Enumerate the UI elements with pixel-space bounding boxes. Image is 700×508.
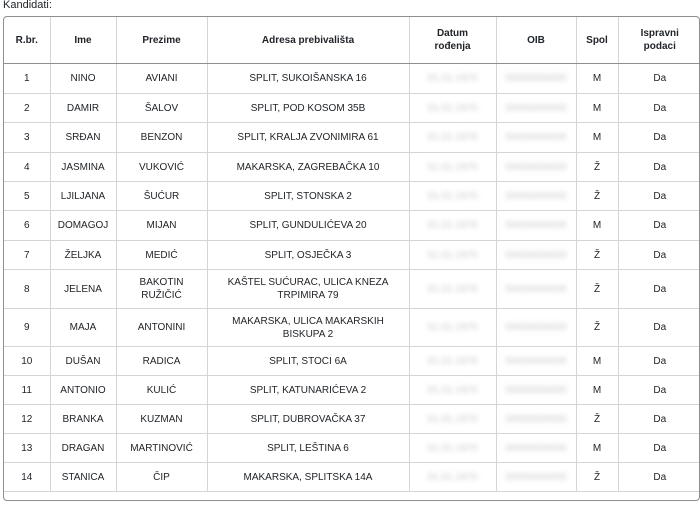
cell-rbr: 8 — [4, 270, 50, 309]
cell-prezime: ANTONINI — [116, 309, 207, 347]
cell-datum: 01.01.1970 — [409, 463, 496, 492]
header-oib: OIB — [496, 17, 576, 64]
cell-ispravni: Da — [618, 270, 700, 309]
cell-ime: JELENA — [50, 270, 116, 309]
cell-datum: 01.01.1970 — [409, 123, 496, 153]
cell-spol: Ž — [576, 241, 618, 270]
cell-prezime: MEDIĆ — [116, 241, 207, 270]
cell-ispravni: Da — [618, 463, 700, 492]
cell-datum: 01.01.1970 — [409, 376, 496, 405]
cell-adresa: MAKARSKA, ZAGREBAČKA 10 — [207, 153, 409, 182]
cell-ime: STANICA — [50, 463, 116, 492]
cell-spol: Ž — [576, 270, 618, 309]
cell-adresa: SPLIT, POD KOSOM 35B — [207, 94, 409, 123]
cell-datum: 01.01.1970 — [409, 241, 496, 270]
cell-prezime: MIJAN — [116, 211, 207, 241]
cell-ime: NINO — [50, 64, 116, 94]
cell-prezime: RADICA — [116, 347, 207, 376]
cell-spol: Ž — [576, 309, 618, 347]
cell-datum: 01.01.1970 — [409, 182, 496, 211]
cell-oib: 00000000000 — [496, 64, 576, 94]
cell-spol: Ž — [576, 182, 618, 211]
cell-ispravni: Da — [618, 376, 700, 405]
cell-ispravni: Da — [618, 241, 700, 270]
cell-oib: 00000000000 — [496, 376, 576, 405]
cell-prezime: KUZMAN — [116, 405, 207, 434]
cell-adresa: SPLIT, OSJEČKA 3 — [207, 241, 409, 270]
cell-ime: ŽELJKA — [50, 241, 116, 270]
cell-rbr: 12 — [4, 405, 50, 434]
candidates-table — [3, 16, 700, 501]
cell-ime: DOMAGOJ — [50, 211, 116, 241]
cell-spol: M — [576, 376, 618, 405]
cell-ispravni: Da — [618, 94, 700, 123]
cell-rbr: 14 — [4, 463, 50, 492]
cell-datum: 01.01.1970 — [409, 211, 496, 241]
table-row — [4, 347, 700, 376]
table-row — [4, 94, 700, 123]
cell-ispravni: Da — [618, 405, 700, 434]
cell-oib: 00000000000 — [496, 434, 576, 463]
table-row — [4, 123, 700, 153]
cell-oib: 00000000000 — [496, 153, 576, 182]
cell-spol: M — [576, 434, 618, 463]
cell-prezime: VUKOVIĆ — [116, 153, 207, 182]
cell-prezime: AVIANI — [116, 64, 207, 94]
cell-rbr: 4 — [4, 153, 50, 182]
cell-rbr: 5 — [4, 182, 50, 211]
cell-rbr: 10 — [4, 347, 50, 376]
cell-datum: 01.01.1970 — [409, 64, 496, 94]
table-row — [4, 211, 700, 241]
cell-rbr: 3 — [4, 123, 50, 153]
cell-spol: M — [576, 211, 618, 241]
table-row — [4, 64, 700, 94]
cell-ispravni: Da — [618, 64, 700, 94]
cell-ispravni: Da — [618, 434, 700, 463]
cell-spol: M — [576, 123, 618, 153]
cell-ime: ANTONIO — [50, 376, 116, 405]
cell-oib: 00000000000 — [496, 405, 576, 434]
cell-datum: 01.01.1970 — [409, 94, 496, 123]
table-row — [4, 270, 700, 309]
cell-spol: Ž — [576, 405, 618, 434]
header-ispravni-line2: podaci — [643, 41, 676, 52]
cell-adresa: SPLIT, KRALJA ZVONIMIRA 61 — [207, 123, 409, 153]
cell-ispravni: Da — [618, 309, 700, 347]
cell-rbr: 9 — [4, 309, 50, 347]
table-row — [4, 309, 700, 347]
table-row — [4, 405, 700, 434]
header-ime: Ime — [50, 17, 116, 64]
cell-spol: M — [576, 94, 618, 123]
cell-ispravni: Da — [618, 153, 700, 182]
cell-ime: MAJA — [50, 309, 116, 347]
cell-ispravni: Da — [618, 123, 700, 153]
cell-rbr: 1 — [4, 64, 50, 94]
cell-prezime: ŠALOV — [116, 94, 207, 123]
cell-oib: 00000000000 — [496, 241, 576, 270]
cell-prezime: KULIĆ — [116, 376, 207, 405]
header-datum-line1: Datum — [436, 28, 469, 39]
cell-prezime: BAKOTIN RUŽIČIĆ — [116, 270, 207, 309]
cell-ime: LJILJANA — [50, 182, 116, 211]
cell-ime: DAMIR — [50, 94, 116, 123]
table-row — [4, 153, 700, 182]
header-datum-line2: rođenja — [434, 41, 471, 52]
header-adresa: Adresa prebivališta — [207, 17, 409, 64]
cell-adresa: SPLIT, STOCI 6A — [207, 347, 409, 376]
header-spol: Spol — [576, 17, 618, 64]
cell-adresa: SPLIT, KATUNARIĆEVA 2 — [207, 376, 409, 405]
table-row — [4, 463, 700, 492]
cell-ime: BRANKA — [50, 405, 116, 434]
cell-prezime: ČIP — [116, 463, 207, 492]
cell-oib: 00000000000 — [496, 347, 576, 376]
cell-oib: 00000000000 — [496, 309, 576, 347]
cell-adresa: SPLIT, GUNDULIĆEVA 20 — [207, 211, 409, 241]
header-prezime: Prezime — [116, 17, 207, 64]
cell-spol: Ž — [576, 463, 618, 492]
cell-datum: 01.01.1970 — [409, 270, 496, 309]
cell-prezime: ŠUĆUR — [116, 182, 207, 211]
cell-ispravni: Da — [618, 347, 700, 376]
cell-ime: JASMINA — [50, 153, 116, 182]
cell-ispravni: Da — [618, 211, 700, 241]
cell-spol: Ž — [576, 153, 618, 182]
cell-rbr: 13 — [4, 434, 50, 463]
cell-oib: 00000000000 — [496, 182, 576, 211]
table-row — [4, 376, 700, 405]
cell-datum: 01.01.1970 — [409, 434, 496, 463]
table-header-row — [4, 17, 700, 64]
cell-ispravni: Da — [618, 182, 700, 211]
cell-datum: 01.01.1970 — [409, 405, 496, 434]
cell-ime: DRAGAN — [50, 434, 116, 463]
cell-datum: 01.01.1970 — [409, 153, 496, 182]
cell-adresa: SPLIT, STONSKA 2 — [207, 182, 409, 211]
cell-rbr: 7 — [4, 241, 50, 270]
header-ispravni — [618, 17, 700, 64]
cell-prezime: MARTINOVIĆ — [116, 434, 207, 463]
table-row — [4, 434, 700, 463]
header-datum — [409, 17, 496, 64]
cell-prezime: BENZON — [116, 123, 207, 153]
cell-oib: 00000000000 — [496, 270, 576, 309]
cell-ime: DUŠAN — [50, 347, 116, 376]
table-row — [4, 182, 700, 211]
cell-rbr: 6 — [4, 211, 50, 241]
table-caption: Kandidati: — [3, 0, 52, 11]
cell-datum: 01.01.1970 — [409, 347, 496, 376]
cell-oib: 00000000000 — [496, 94, 576, 123]
cell-adresa: MAKARSKA, SPLITSKA 14A — [207, 463, 409, 492]
cell-adresa: SPLIT, LEŠTINA 6 — [207, 434, 409, 463]
table-row — [4, 241, 700, 270]
cell-oib: 00000000000 — [496, 211, 576, 241]
cell-ime: SRĐAN — [50, 123, 116, 153]
header-ispravni-line1: Ispravni — [640, 28, 679, 39]
cell-datum: 01.01.1970 — [409, 309, 496, 347]
cell-oib: 00000000000 — [496, 463, 576, 492]
cell-spol: M — [576, 64, 618, 94]
cell-adresa: SPLIT, SUKOIŠANSKA 16 — [207, 64, 409, 94]
cell-adresa: SPLIT, DUBROVAČKA 37 — [207, 405, 409, 434]
cell-spol: M — [576, 347, 618, 376]
cell-rbr: 2 — [4, 94, 50, 123]
cell-adresa: MAKARSKA, ULICA MAKARSKIH BISKUPA 2 — [207, 309, 409, 347]
header-rbr: R.br. — [4, 17, 50, 64]
cell-oib: 00000000000 — [496, 123, 576, 153]
cell-adresa: KAŠTEL SUĆURAC, ULICA KNEZA TRPIMIRA 79 — [207, 270, 409, 309]
cell-rbr: 11 — [4, 376, 50, 405]
